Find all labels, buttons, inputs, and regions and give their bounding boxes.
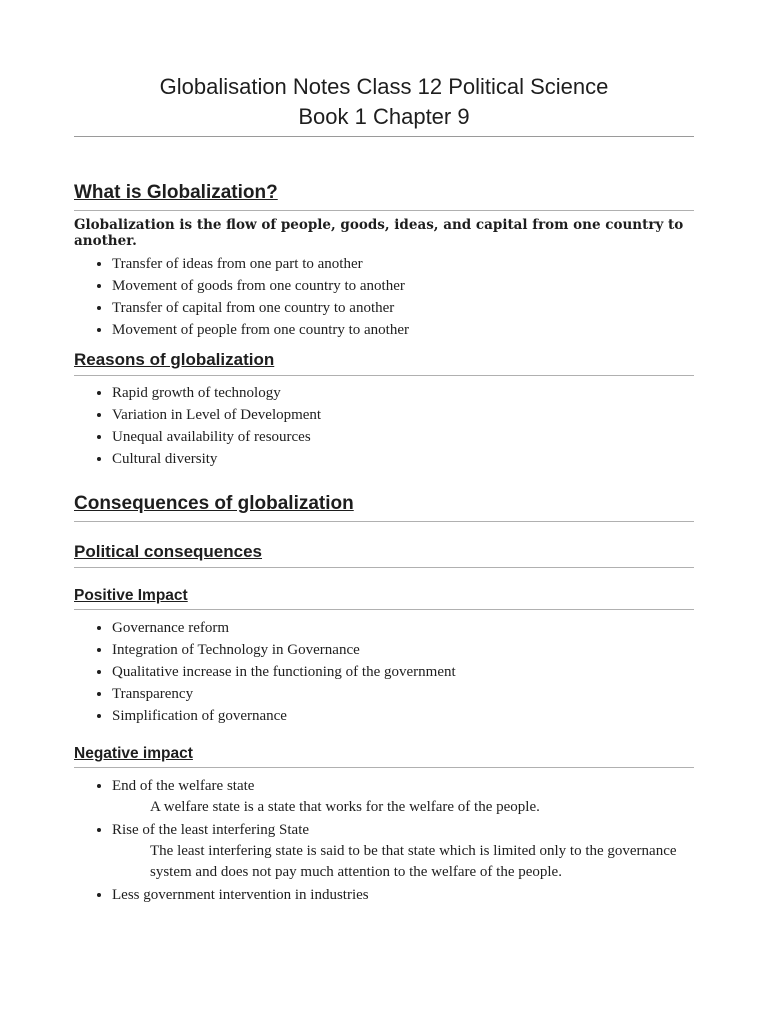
document-title	[74, 72, 694, 137]
list-item-text: End of the welfare state	[112, 778, 255, 794]
list-item: • Transfer of ideas from one part to another	[112, 253, 694, 275]
section-consequences	[74, 493, 694, 522]
heading-positive: Positive Impact	[74, 587, 694, 610]
list-item-detail: The least interfering state is said to be that state which is limited only to the governance system and does not pay much attention to the welfare of the people.	[150, 842, 677, 880]
what-is-list	[74, 253, 694, 341]
list-item	[112, 819, 694, 884]
heading-what-is: What is Globalization?	[74, 182, 694, 211]
heading-negative: Negative impact	[74, 745, 694, 768]
list-item: • Variation in Level of Development	[112, 404, 694, 426]
section-reasons	[74, 350, 694, 470]
list-item: • Cultural diversity	[112, 448, 694, 470]
heading-reasons: Reasons of globalization	[74, 350, 694, 376]
section-negative	[74, 745, 694, 906]
list-item: • Transfer of capital from one country to another	[112, 297, 694, 319]
list-item: • Rapid growth of technology	[112, 382, 694, 404]
list-item-text: Rise of the least interfering State	[112, 821, 310, 838]
list-item-detail: A welfare state is a state that works for the welfare of the people.	[150, 799, 540, 815]
reasons-list	[74, 382, 694, 470]
section-what-is	[74, 182, 694, 341]
list-item: • Simplification of governance	[112, 705, 694, 727]
list-item: • Movement of goods from one country to another	[112, 275, 694, 297]
list-item: • Governance reform	[112, 617, 694, 639]
list-item: • Qualitative increase in the functioning of the government	[112, 661, 694, 683]
heading-consequences: Consequences of globalization	[74, 493, 694, 522]
definition-text: Globalization is the flow of people, goods, ideas, and capital from one country to another.	[74, 217, 684, 249]
list-item	[112, 775, 694, 819]
section-political	[74, 542, 694, 568]
list-item: • Unequal availability of resources	[112, 426, 694, 448]
list-item: • Movement of people from one country to another	[112, 319, 694, 341]
positive-list	[74, 617, 694, 727]
negative-list	[74, 775, 694, 906]
list-item: • Integration of Technology in Governance	[112, 639, 694, 661]
title-line-1: Globalisation Notes Class 12 Political Science	[159, 74, 609, 99]
title-line-2: Book 1 Chapter 9	[298, 104, 470, 129]
section-positive	[74, 587, 694, 727]
list-item: • Transparency	[112, 683, 694, 705]
list-item-text: Less government intervention in industries	[112, 886, 369, 903]
list-item	[112, 884, 694, 906]
heading-political: Political consequences	[74, 542, 694, 568]
